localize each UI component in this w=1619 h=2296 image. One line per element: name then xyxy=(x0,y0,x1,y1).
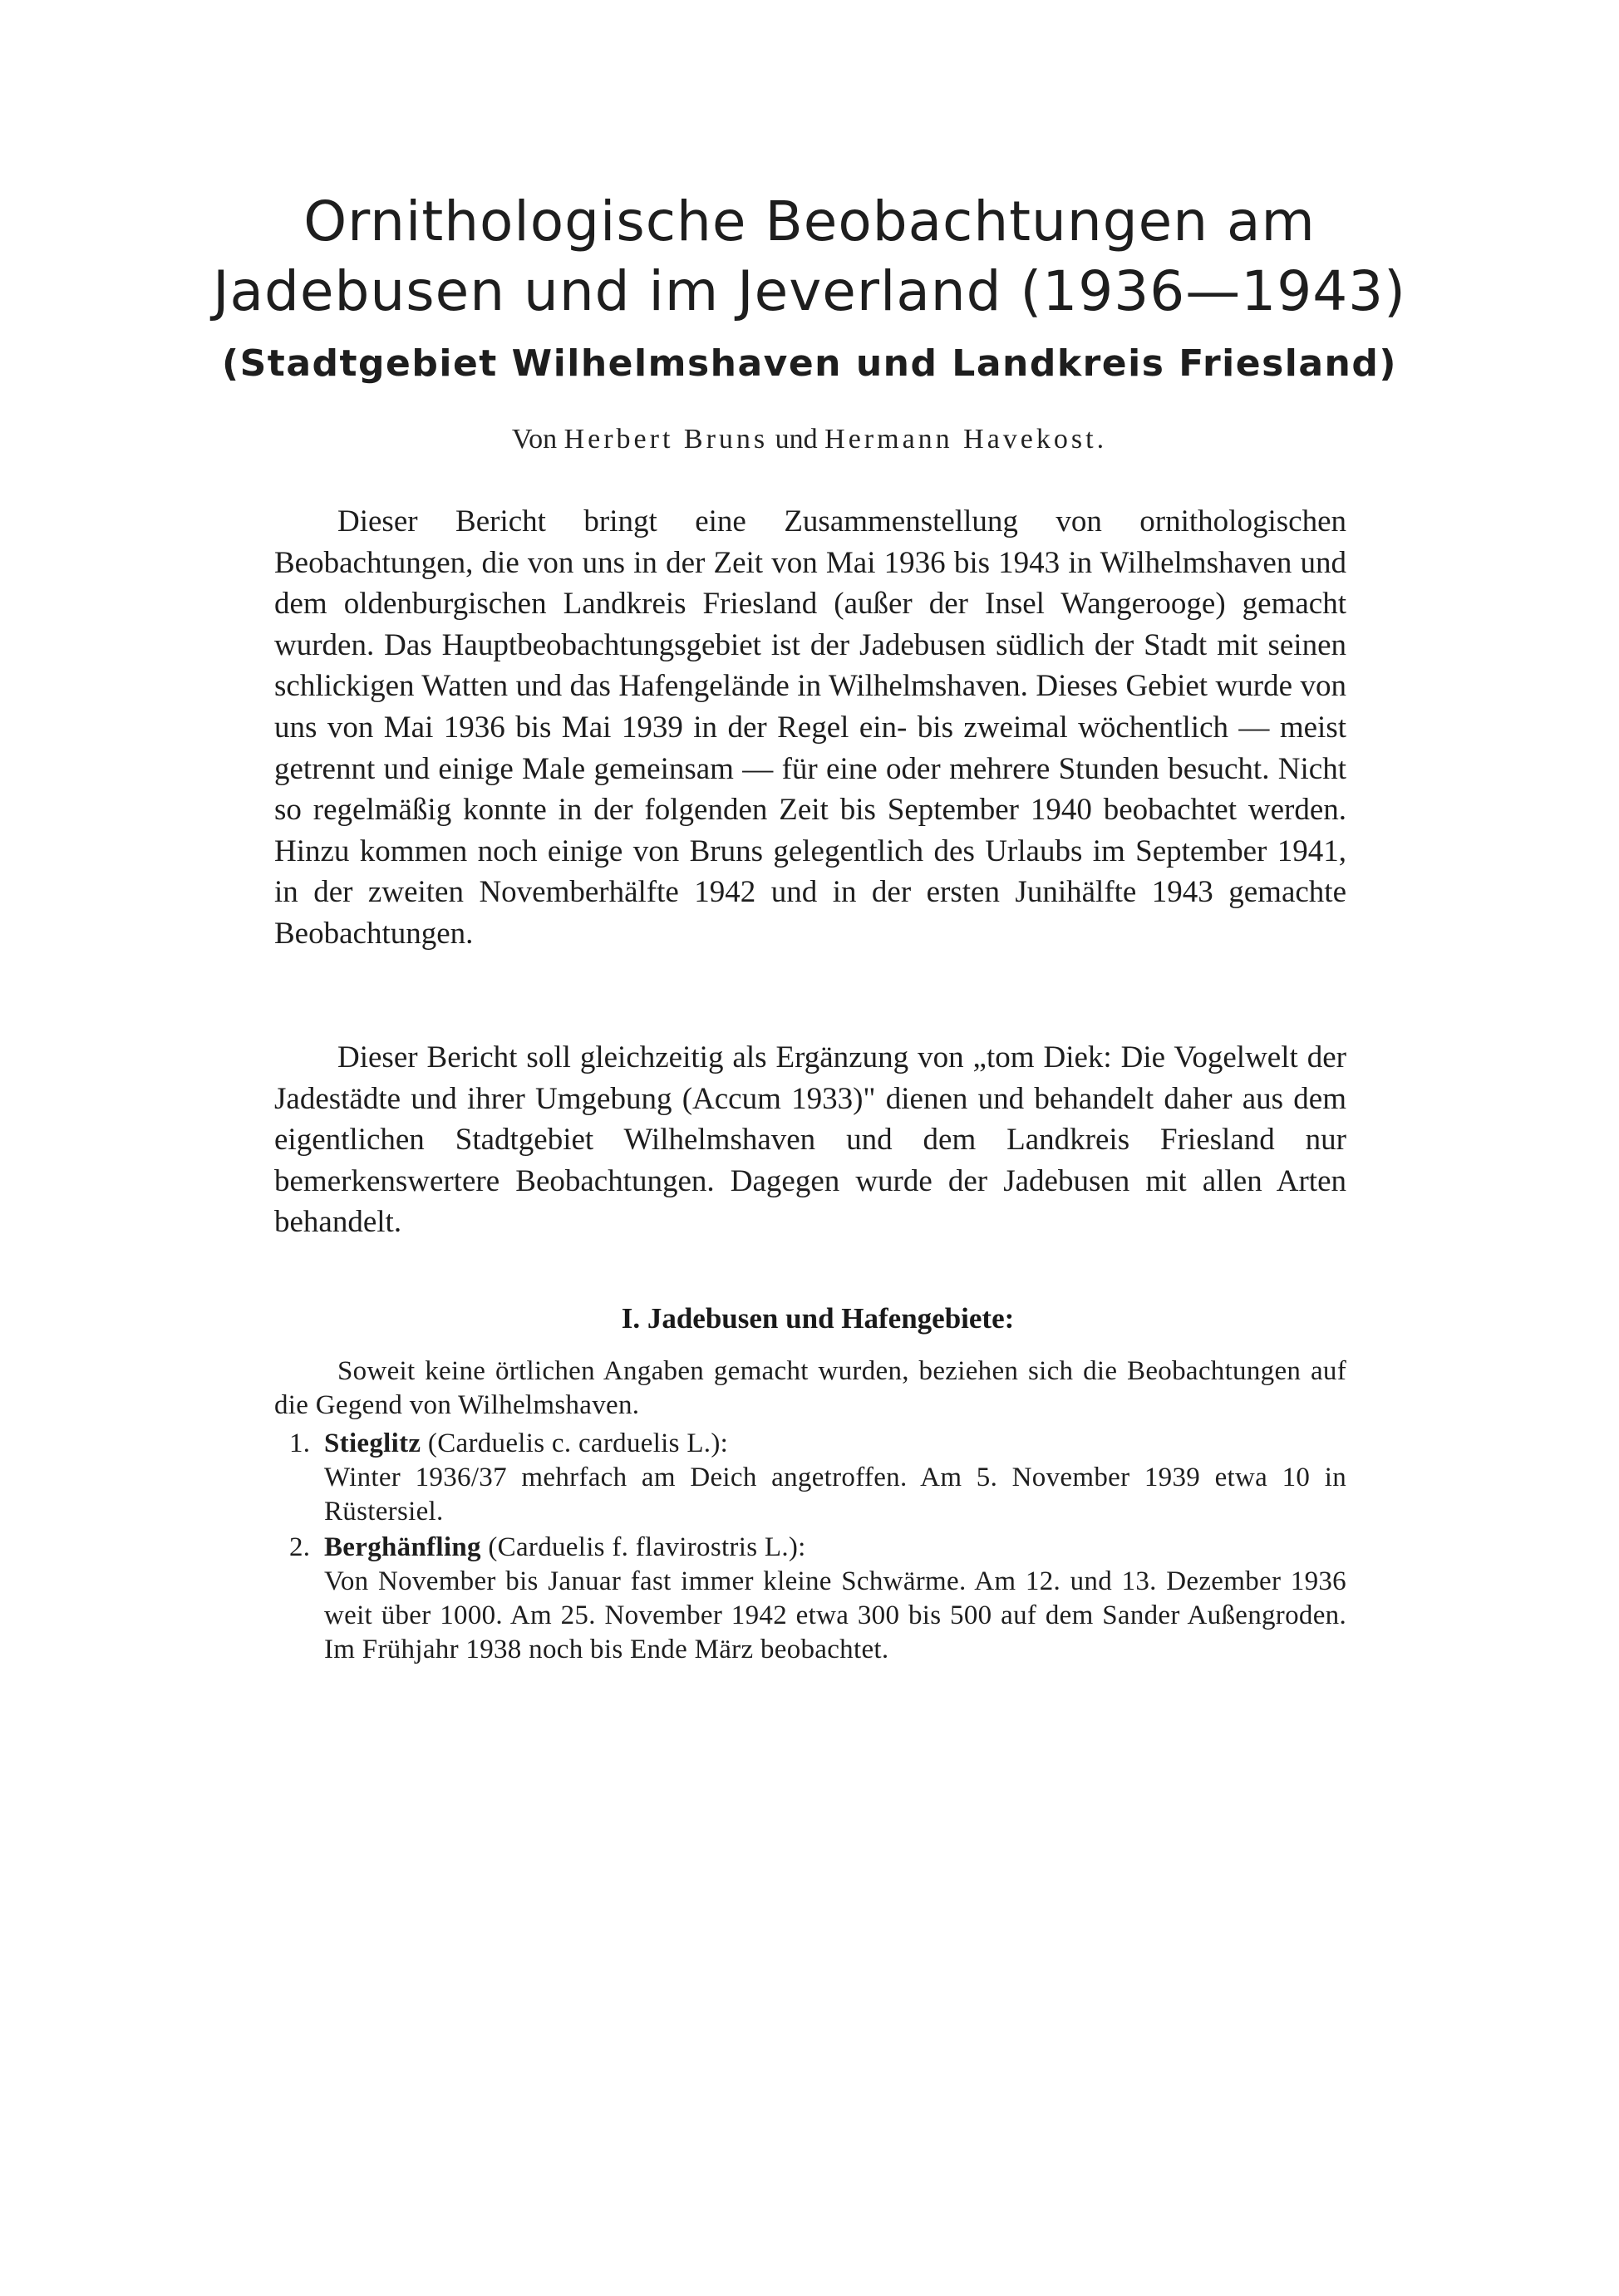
species-entry-head xyxy=(274,1531,1346,1565)
section-heading: I. Jadebusen und Hafengebiete: xyxy=(621,1302,1015,1335)
intro-paragraph: Dieser Bericht soll gleichzeitig als Ergänzung von „tom Diek: Die Vogelwelt der Jadestädte und ihrer Umgebung (Accum 1933)" dienen und behandelt daher aus dem eigentlichen Stadtgebiet Wilhelmshaven und dem Landkreis Friesland nur bemerkenswertere Beobachtungen. Dagegen wurde der Jadebusen mit allen Arten behandelt. xyxy=(274,1040,1346,1240)
species-entry-head xyxy=(274,1427,1346,1461)
species-entry xyxy=(274,1427,1346,1529)
species-entry-text: Von November bis Januar fast immer kleine Schwärme. Am 12. und 13. Dezember 1936 weit über 1000. Am 25. November 1942 etwa 300 bis 500 auf dem Sander Außengroden. Im Frühjahr 1938 noch bis Ende März beobachtet. xyxy=(324,1566,1346,1664)
author-1: Herbert Bruns xyxy=(563,424,769,455)
species-name: Stieglitz xyxy=(324,1428,421,1458)
title-line-2: Jadebusen und im Jeverland (1936—1943) xyxy=(213,259,1406,323)
author-2: Hermann Havekost. xyxy=(824,424,1108,455)
species-latin-name: (Carduelis f. flavirostris L.): xyxy=(488,1532,806,1562)
section-intro-block xyxy=(274,1354,1346,1423)
species-latin-name: (Carduelis c. carduelis L.): xyxy=(427,1428,729,1458)
intro-paragraph-2-block xyxy=(274,1037,1346,1243)
title-line-1: Ornithologische Beobachtungen am xyxy=(303,189,1316,253)
subtitle: (Stadtgebiet Wilhelmshaven und Landkreis Friesland) xyxy=(222,342,1397,385)
intro-paragraph: Dieser Bericht bringt eine Zusammenstellung von ornithologischen Beobachtungen, die von uns in der Zeit von Mai 1936 bis 1943 in Wilhelmshaven und dem oldenburgischen Landkreis Friesland (außer der Insel Wangerooge) gemacht wurden. Das Hauptbeobachtungsgebiet ist der Jadebusen südlich der Stadt mit seinen schlickigen Watten und das Hafengelände in Wilhelmshaven. Dieses Gebiet wurde von uns von Mai 1936 bis Mai 1939 in der Regel ein- bis zweimal wöchentlich — meist getrennt und einige Male gemeinsam — für eine oder mehrere Stunden besucht. Nicht so regelmäßig konnte in der folgenden Zeit bis September 1940 beobachtet werden. Hinzu kommen noch einige von Bruns gelegentlich des Urlaubs im September 1941, in der zweiten Novemberhälfte 1942 und in der ersten Junihälfte 1943 gemachte Beobachtungen. xyxy=(274,504,1346,951)
byline xyxy=(0,424,1619,455)
entry-number: 2. xyxy=(289,1532,311,1562)
byline-prefix: Von xyxy=(511,424,558,455)
intro-paragraph-1-block xyxy=(274,501,1346,955)
species-entry xyxy=(274,1531,1346,1667)
section-intro: Soweit keine örtlichen Angaben gemacht wurden, beziehen sich die Beobachtungen auf die Gegend von Wilhelmshaven. xyxy=(274,1356,1346,1420)
entry-number: 1. xyxy=(289,1428,311,1458)
byline-conjunction: und xyxy=(775,424,818,455)
species-entry-text: Winter 1936/37 mehrfach am Deich angetroffen. Am 5. November 1939 etwa 10 in Rüstersiel. xyxy=(324,1463,1346,1527)
species-name: Berghänfling xyxy=(324,1532,481,1562)
